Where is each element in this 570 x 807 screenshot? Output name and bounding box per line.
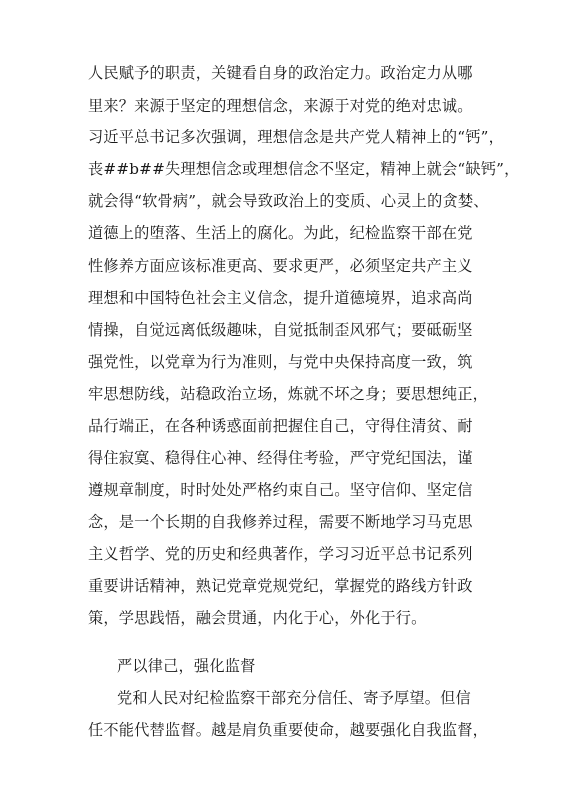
body-text-line: 就会得“软骨病”，就会导致政治上的变质、心灵上的贪婪、 <box>88 192 489 210</box>
body-text-line: 遵规章制度，时时处处严格约束自己。坚守信仰、坚定信 <box>88 481 473 499</box>
body-text-line: 强党性，以党章为行为准则，与党中央保持高度一致，筑 <box>88 353 473 371</box>
body-text-line: 道德上的堕落、生活上的腐化。为此，纪检监察干部在党 <box>88 224 473 242</box>
body-text-line: 得住寂寞、稳得住心神、经得住考验，严守党纪国法，谨 <box>88 449 473 467</box>
body-text-line: 里来？来源于坚定的理想信念，来源于对党的绝对忠诚。 <box>88 97 473 115</box>
body-text-line: 品行端正，在各种诱惑面前把握住自己，守得住清贫、耐 <box>88 417 473 435</box>
body-text-line: 人民赋予的职责，关键看自身的政治定力。政治定力从哪 <box>88 64 473 82</box>
section-heading: 严以律己，强化监督 <box>117 657 256 675</box>
body-text-line: 习近平总书记多次强调，理想信念是共产党人精神上的“钙”， <box>88 128 505 146</box>
body-text-line: 理想和中国特色社会主义信念，提升道德境界，追求高尚 <box>88 289 473 307</box>
body-text-line: 性修养方面应该标准更高、要求更严，必须坚定共产主义 <box>88 257 473 275</box>
body-text-line: 念，是一个长期的自我修养过程，需要不断地学习马克思 <box>88 513 473 531</box>
body-text-line: 党和人民对纪检监察干部充分信任、寄予厚望。但信 <box>117 689 471 707</box>
body-text-line: 任不能代替监督。越是肩负重要使命，越要强化自我监督， <box>88 721 489 739</box>
body-text-line: 情操，自觉远离低级趣味，自觉抵制歪风邪气；要砥砺坚 <box>88 321 473 339</box>
body-text-line: 重要讲话精神，熟记党章党规党纪，掌握党的路线方针政 <box>88 577 473 595</box>
body-text-line: 丧##b##失理想信念或理想信念不坚定，精神上就会“缺钙”， <box>88 160 520 178</box>
body-text-line: 策，学思践悟，融会贯通，内化于心，外化于行。 <box>88 609 427 627</box>
body-text-line: 主义哲学、党的历史和经典著作，学习习近平总书记系列 <box>88 545 473 563</box>
body-text-line: 牢思想防线，站稳政治立场，炼就不坏之身；要思想纯正， <box>88 385 489 403</box>
